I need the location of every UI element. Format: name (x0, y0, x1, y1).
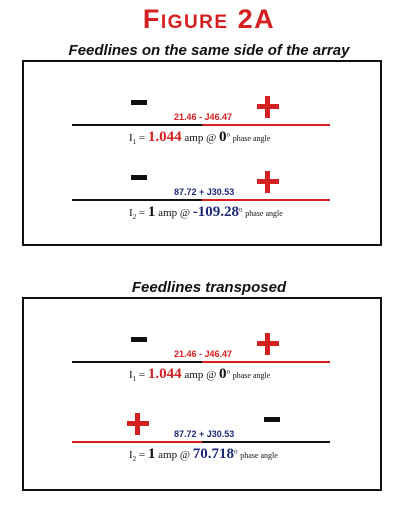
plus-sign (257, 333, 279, 355)
impedance-label: 21.46 - J46.47 (174, 112, 233, 122)
element-line-black (202, 441, 330, 443)
feedline-row-3 (24, 329, 380, 389)
plus-sign (257, 171, 279, 193)
diagram-box-same-side (22, 60, 382, 246)
impedance-label: 87.72 + J30.53 (174, 429, 235, 439)
element-line-red (202, 124, 330, 126)
current-equation: $I_2 = 1$ amp @ 70.718$^o$ phase angle (129, 446, 278, 464)
minus-sign (131, 175, 147, 180)
plus-sign (127, 413, 149, 435)
current-equation: $I_1 = 1.044$ amp @ 0$^o$ phase angle (129, 129, 271, 147)
minus-sign (131, 337, 147, 342)
feedline-row-4 (24, 409, 380, 469)
diagram-box-transposed (22, 297, 382, 491)
element-line-red (202, 199, 330, 201)
minus-sign (131, 100, 147, 105)
element-line-black (72, 361, 202, 363)
minus-sign (264, 417, 280, 422)
element-line-red (202, 361, 330, 363)
figure-title: Figure 2A (142, 4, 276, 34)
feedline-row-1 (24, 92, 380, 152)
element-line-black (72, 124, 202, 126)
feedline-row-2 (24, 167, 380, 227)
impedance-label: 21.46 - J46.47 (174, 349, 233, 359)
element-line-red (72, 441, 202, 443)
current-equation: $I_1 = 1.044$ amp @ 0$^o$ phase angle (129, 366, 271, 384)
section-title-same-side: Feedlines on the same side of the array (68, 42, 350, 59)
current-equation: $I_2 = 1$ amp @ -109.28$^o$ phase angle (129, 204, 283, 222)
element-line-black (72, 199, 202, 201)
impedance-label: 87.72 + J30.53 (174, 187, 235, 197)
plus-sign (257, 96, 279, 118)
section-title-transposed: Feedlines transposed (131, 279, 287, 296)
